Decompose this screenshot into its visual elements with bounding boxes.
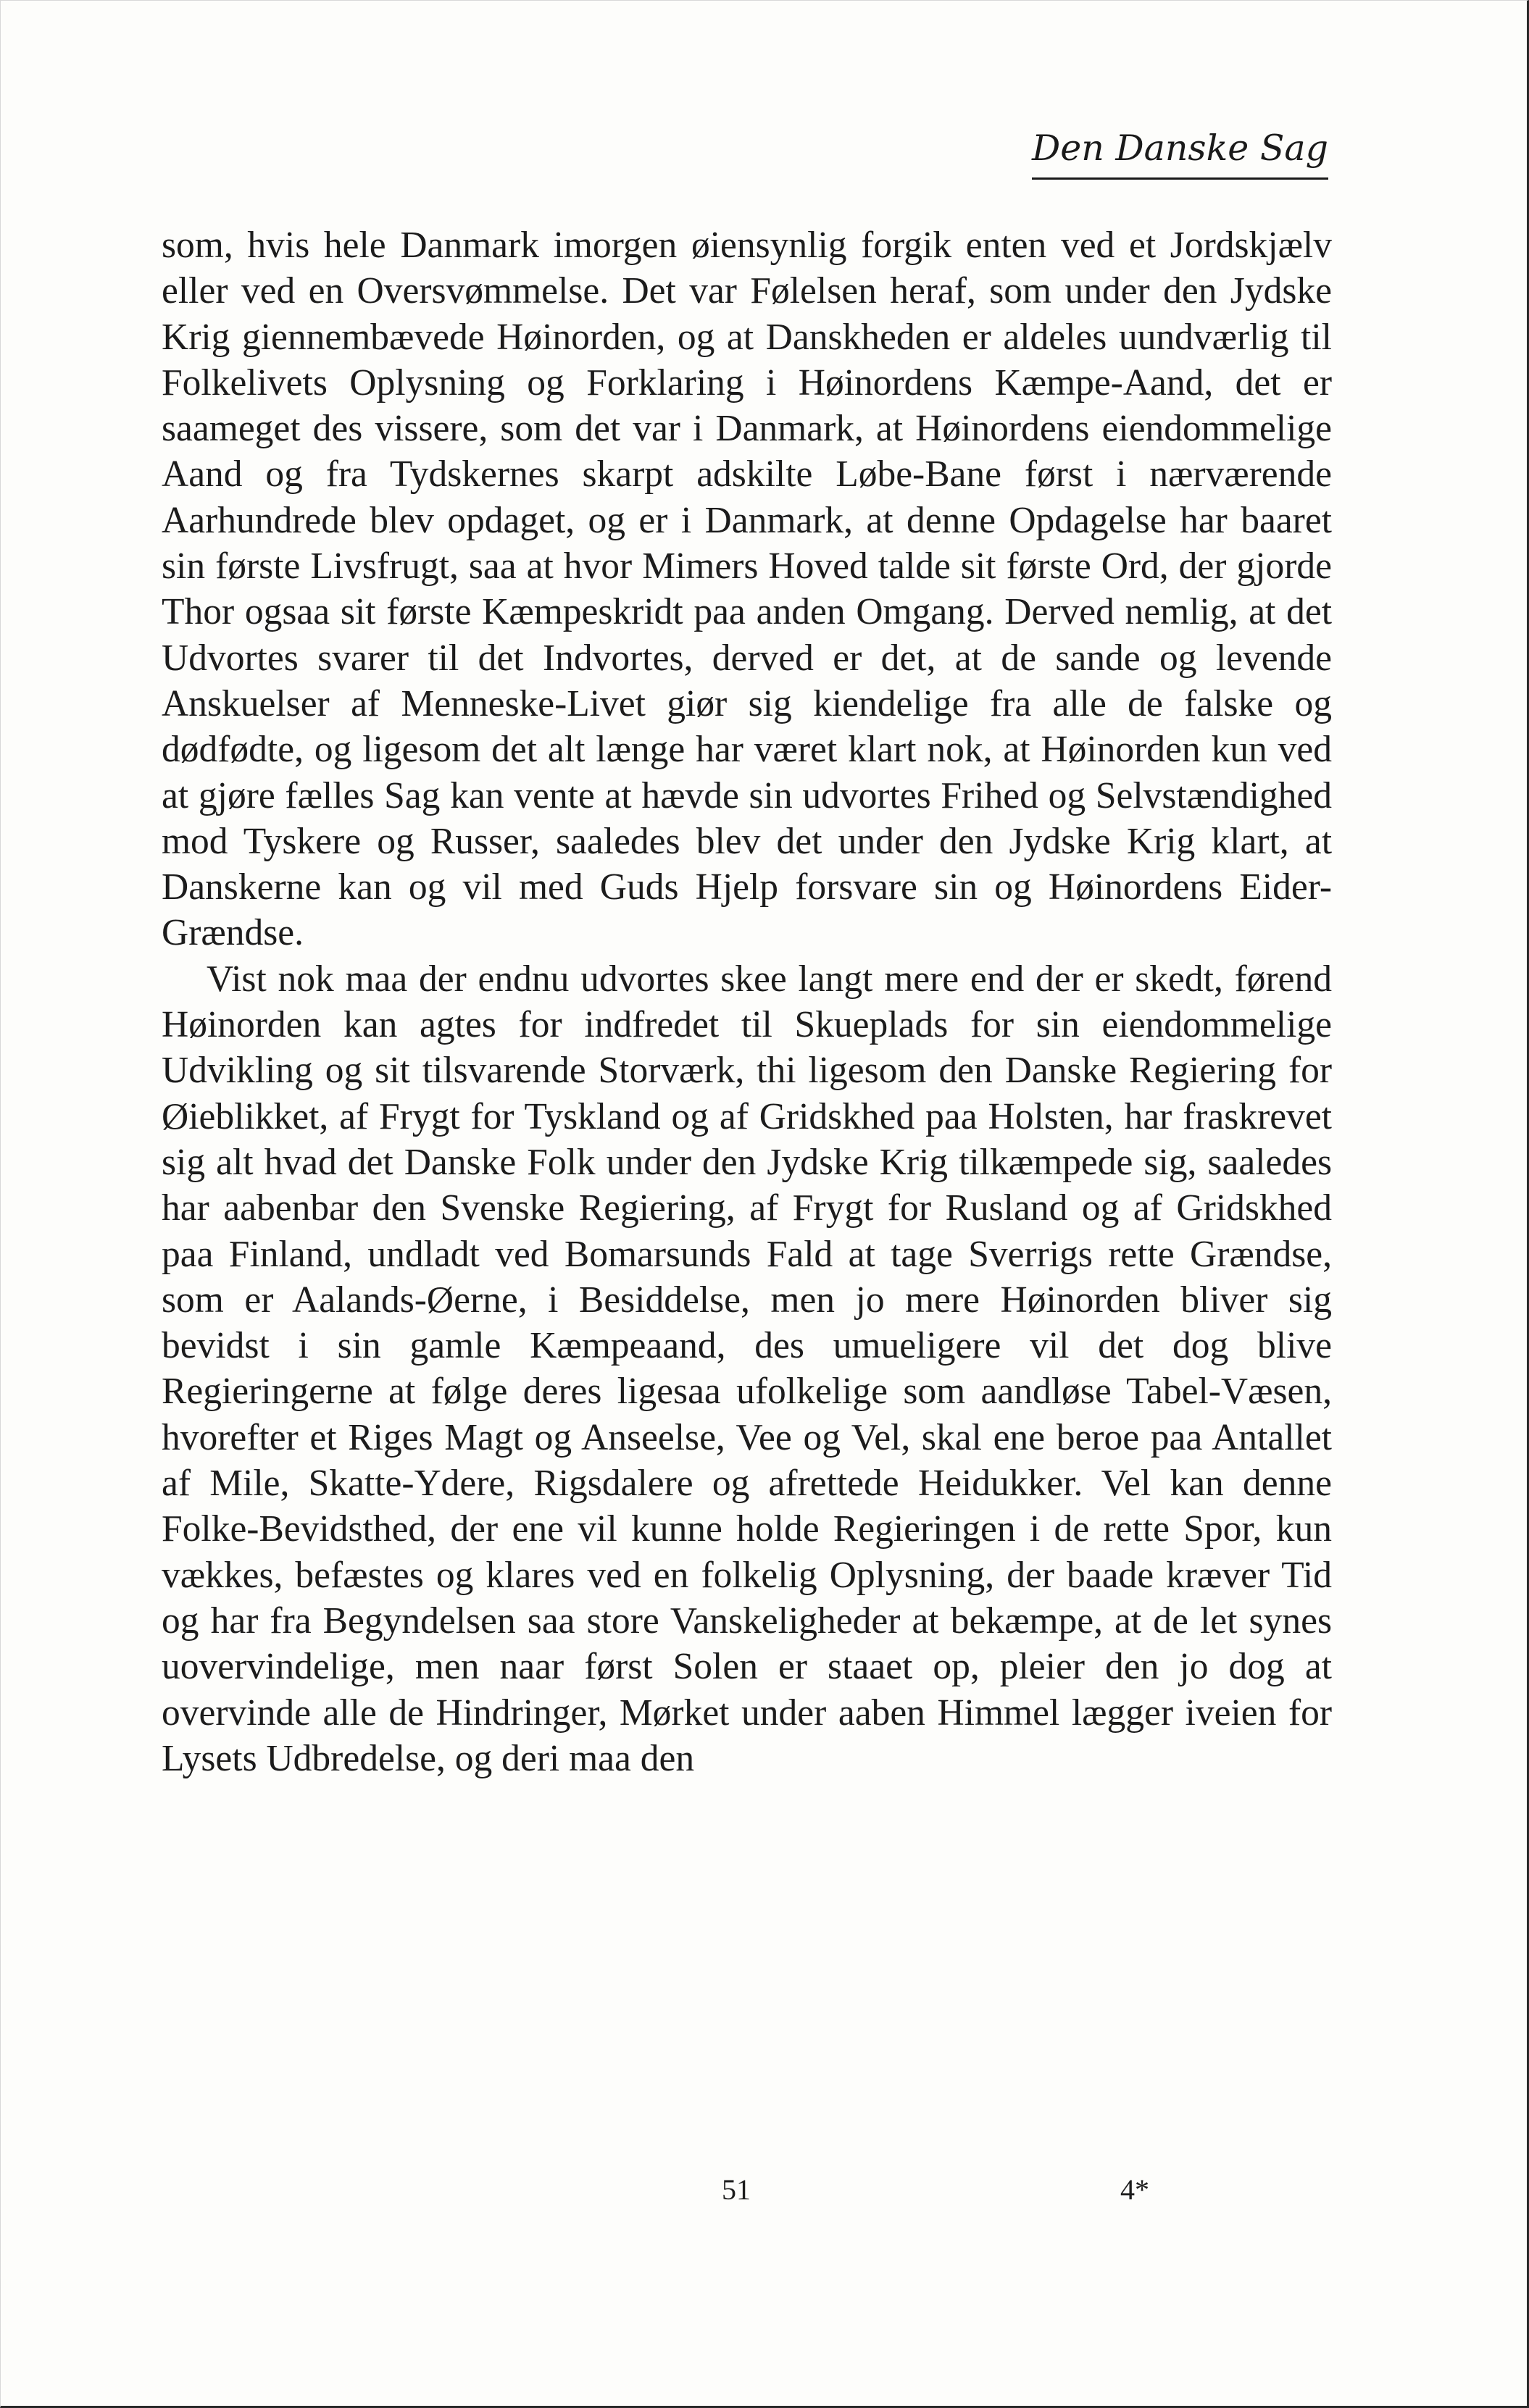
body-text <box>162 222 1332 1781</box>
signature-mark: 4* <box>1120 2173 1149 2206</box>
page-number: 51 <box>722 2173 751 2206</box>
paragraph-2: Vist nok maa der endnu udvortes skee langt mere end der er skedt, førend Høinorden kan agtes for indfredet til Skueplads for sin eiendommelige Udvikling og sit tilsvarende Storværk, thi ligesom den Danske Regiering for Øieblikket, af Frygt for Tyskland og af Gridskhed paa Holsten, har fraskrevet sig alt hvad det Danske Folk under den Jydske Krig tilkæmpede sig, saaledes har aabenbar den Svenske Regiering, af Frygt for Rusland og af Gridskhed paa Finland, undladt ved Bomarsunds Fald at tage Sverrigs rette Grændse, som er Aalands-Øerne, i Besiddelse, men jo mere Høinorden bliver sig bevidst i sin gamle Kæmpeaand, des umueligere vil det dog blive Regieringerne at følge deres ligesaa ufolkelige som aandløse Tabel-Væsen, hvorefter et Riges Magt og Anseelse, Vee og Vel, skal ene beroe paa Antallet af Mile, Skatte-Ydere, Rigsdalere og afrettede Heidukker. Vel kan denne Folke-Bevidsthed, der ene vil kunne holde Regieringen i de rette Spor, kun vækkes, befæstes og klares ved en folkelig Oplysning, der baade kræver Tid og har fra Begyndelsen saa store Vanskeligheder at bekæmpe, at de let synes uovervindelige, men naar først Solen er staaet op, pleier den jo dog at overvinde alle de Hindringer, Mørket under aaben Himmel lægger iveien for Lysets Udbredelse, og deri maa den <box>162 958 1332 1779</box>
running-header: Den Danske Sag <box>1032 127 1328 180</box>
page-footer <box>1 2173 1529 2216</box>
paragraph-1: som, hvis hele Danmark imorgen øiensynlig forgik enten ved et Jordskjælv eller ved en Oversvømmelse. Det var Følelsen heraf, som under den Jydske Krig giennembævede Høinorden, og at Danskheden er aldeles uundværlig til Folkelivets Oplysning og Forklaring i Høinordens Kæmpe-Aand, det er saameget des vissere, som det var i Danmark, at Høinordens eiendommelige Aand og fra Tydskernes skarpt adskilte Løbe-Bane først i nærværende Aarhundrede blev opdaget, og er i Danmark, at denne Opdagelse har baaret sin første Livsfrugt, saa at hvor Mimers Hoved talde sit første Ord, der gjorde Thor ogsaa sit første Kæmpeskridt paa anden Omgang. Derved nemlig, at det Udvortes svarer til det Indvortes, derved er det, at de sande og levende Anskuelser af Menneske-Livet giør sig kiendelige fra alle de falske og dødfødte, og ligesom det alt længe har været klart nok, at Høinorden kun ved at gjøre fælles Sag kan vente at hævde sin udvortes Frihed og Selvstændighed mod Tyskere og Russer, saaledes blev det under den Jydske Krig klart, at Danskerne kan og vil med Guds Hjelp forsvare sin og Høinordens Eider-Grændse. <box>162 225 1332 954</box>
